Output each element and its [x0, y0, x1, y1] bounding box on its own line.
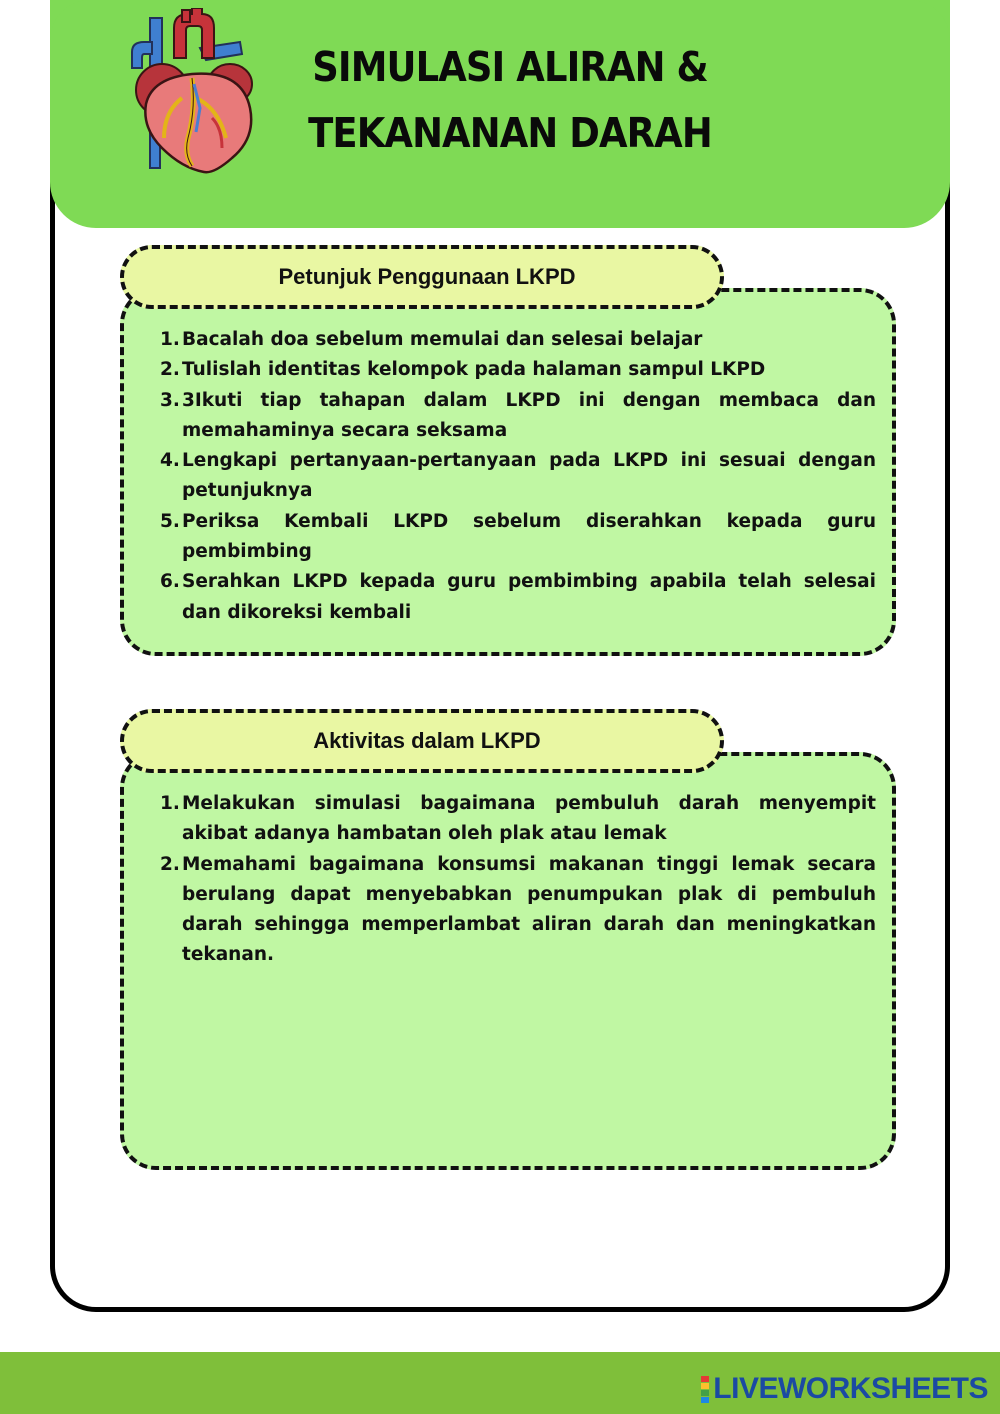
title-line-1: SIMULASI ALIRAN & [312, 43, 708, 91]
list-item-text: 3Ikuti tiap tahapan dalam LKPD ini dengan membaca dan memahaminya secara seksama [182, 389, 876, 441]
activities-heading-tab [120, 709, 724, 773]
liveworksheets-brand-link[interactable] [701, 1372, 988, 1406]
logo-letter-v [701, 1390, 709, 1396]
heart-icon [122, 8, 258, 176]
list-item-number: 2. [160, 359, 180, 381]
instructions-list [160, 325, 876, 628]
list-item-number: 1. [160, 329, 180, 350]
list-item-number: 2. [160, 853, 180, 875]
list-item-number: 6. [160, 571, 180, 593]
list-item-number: 5. [160, 510, 180, 532]
list-item-text: Lengkapi pertanyaan-pertanyaan pada LKPD ini sesuai dengan petunjuknya [182, 450, 876, 502]
list-item [160, 355, 876, 385]
list-item-text: Periksa Kembali LKPD sebelum diserahkan kepada guru pembimbing [182, 510, 876, 563]
list-item-number: 3. [160, 389, 180, 411]
logo-letter-l [701, 1376, 709, 1382]
list-item [160, 507, 876, 568]
title-line-2: TEKANANAN DARAH [308, 109, 712, 157]
instructions-heading-tab [120, 245, 724, 309]
list-item [160, 789, 876, 850]
list-item-text: Tulislah identitas kelompok pada halaman sampul LKPD [182, 359, 766, 381]
logo-letter-e [701, 1397, 709, 1403]
brand-name: LIVEWORKSHEETS [713, 1372, 988, 1405]
activities-list [160, 789, 876, 971]
liveworksheets-logo-icon [701, 1376, 709, 1403]
list-item-number: 1. [160, 793, 180, 814]
list-item [160, 567, 876, 628]
list-item [160, 386, 876, 447]
instructions-heading: Petunjuk Penggunaan LKPD [278, 264, 576, 289]
list-item [160, 325, 876, 355]
list-item-number: 4. [160, 450, 180, 472]
list-item-text: Melakukan simulasi bagaimana pembuluh darah menyempit akibat adanya hambatan oleh plak atau lemak [182, 793, 876, 845]
page-title [294, 34, 726, 166]
list-item [160, 850, 876, 971]
logo-letter-i [701, 1383, 709, 1389]
list-item-text: Memahami bagaimana konsumsi makanan tinggi lemak secara berulang dapat menyebabkan penumpukan plak di pembuluh darah sehingga memperlambat aliran darah dan meningkatkan tekanan. [182, 853, 876, 966]
list-item-text: Serahkan LKPD kepada guru pembimbing apabila telah selesai dan dikoreksi kembali [182, 571, 876, 623]
list-item [160, 446, 876, 507]
list-item-text: Bacalah doa sebelum memulai dan selesai belajar [182, 329, 703, 350]
activities-heading: Aktivitas dalam LKPD [313, 728, 541, 753]
